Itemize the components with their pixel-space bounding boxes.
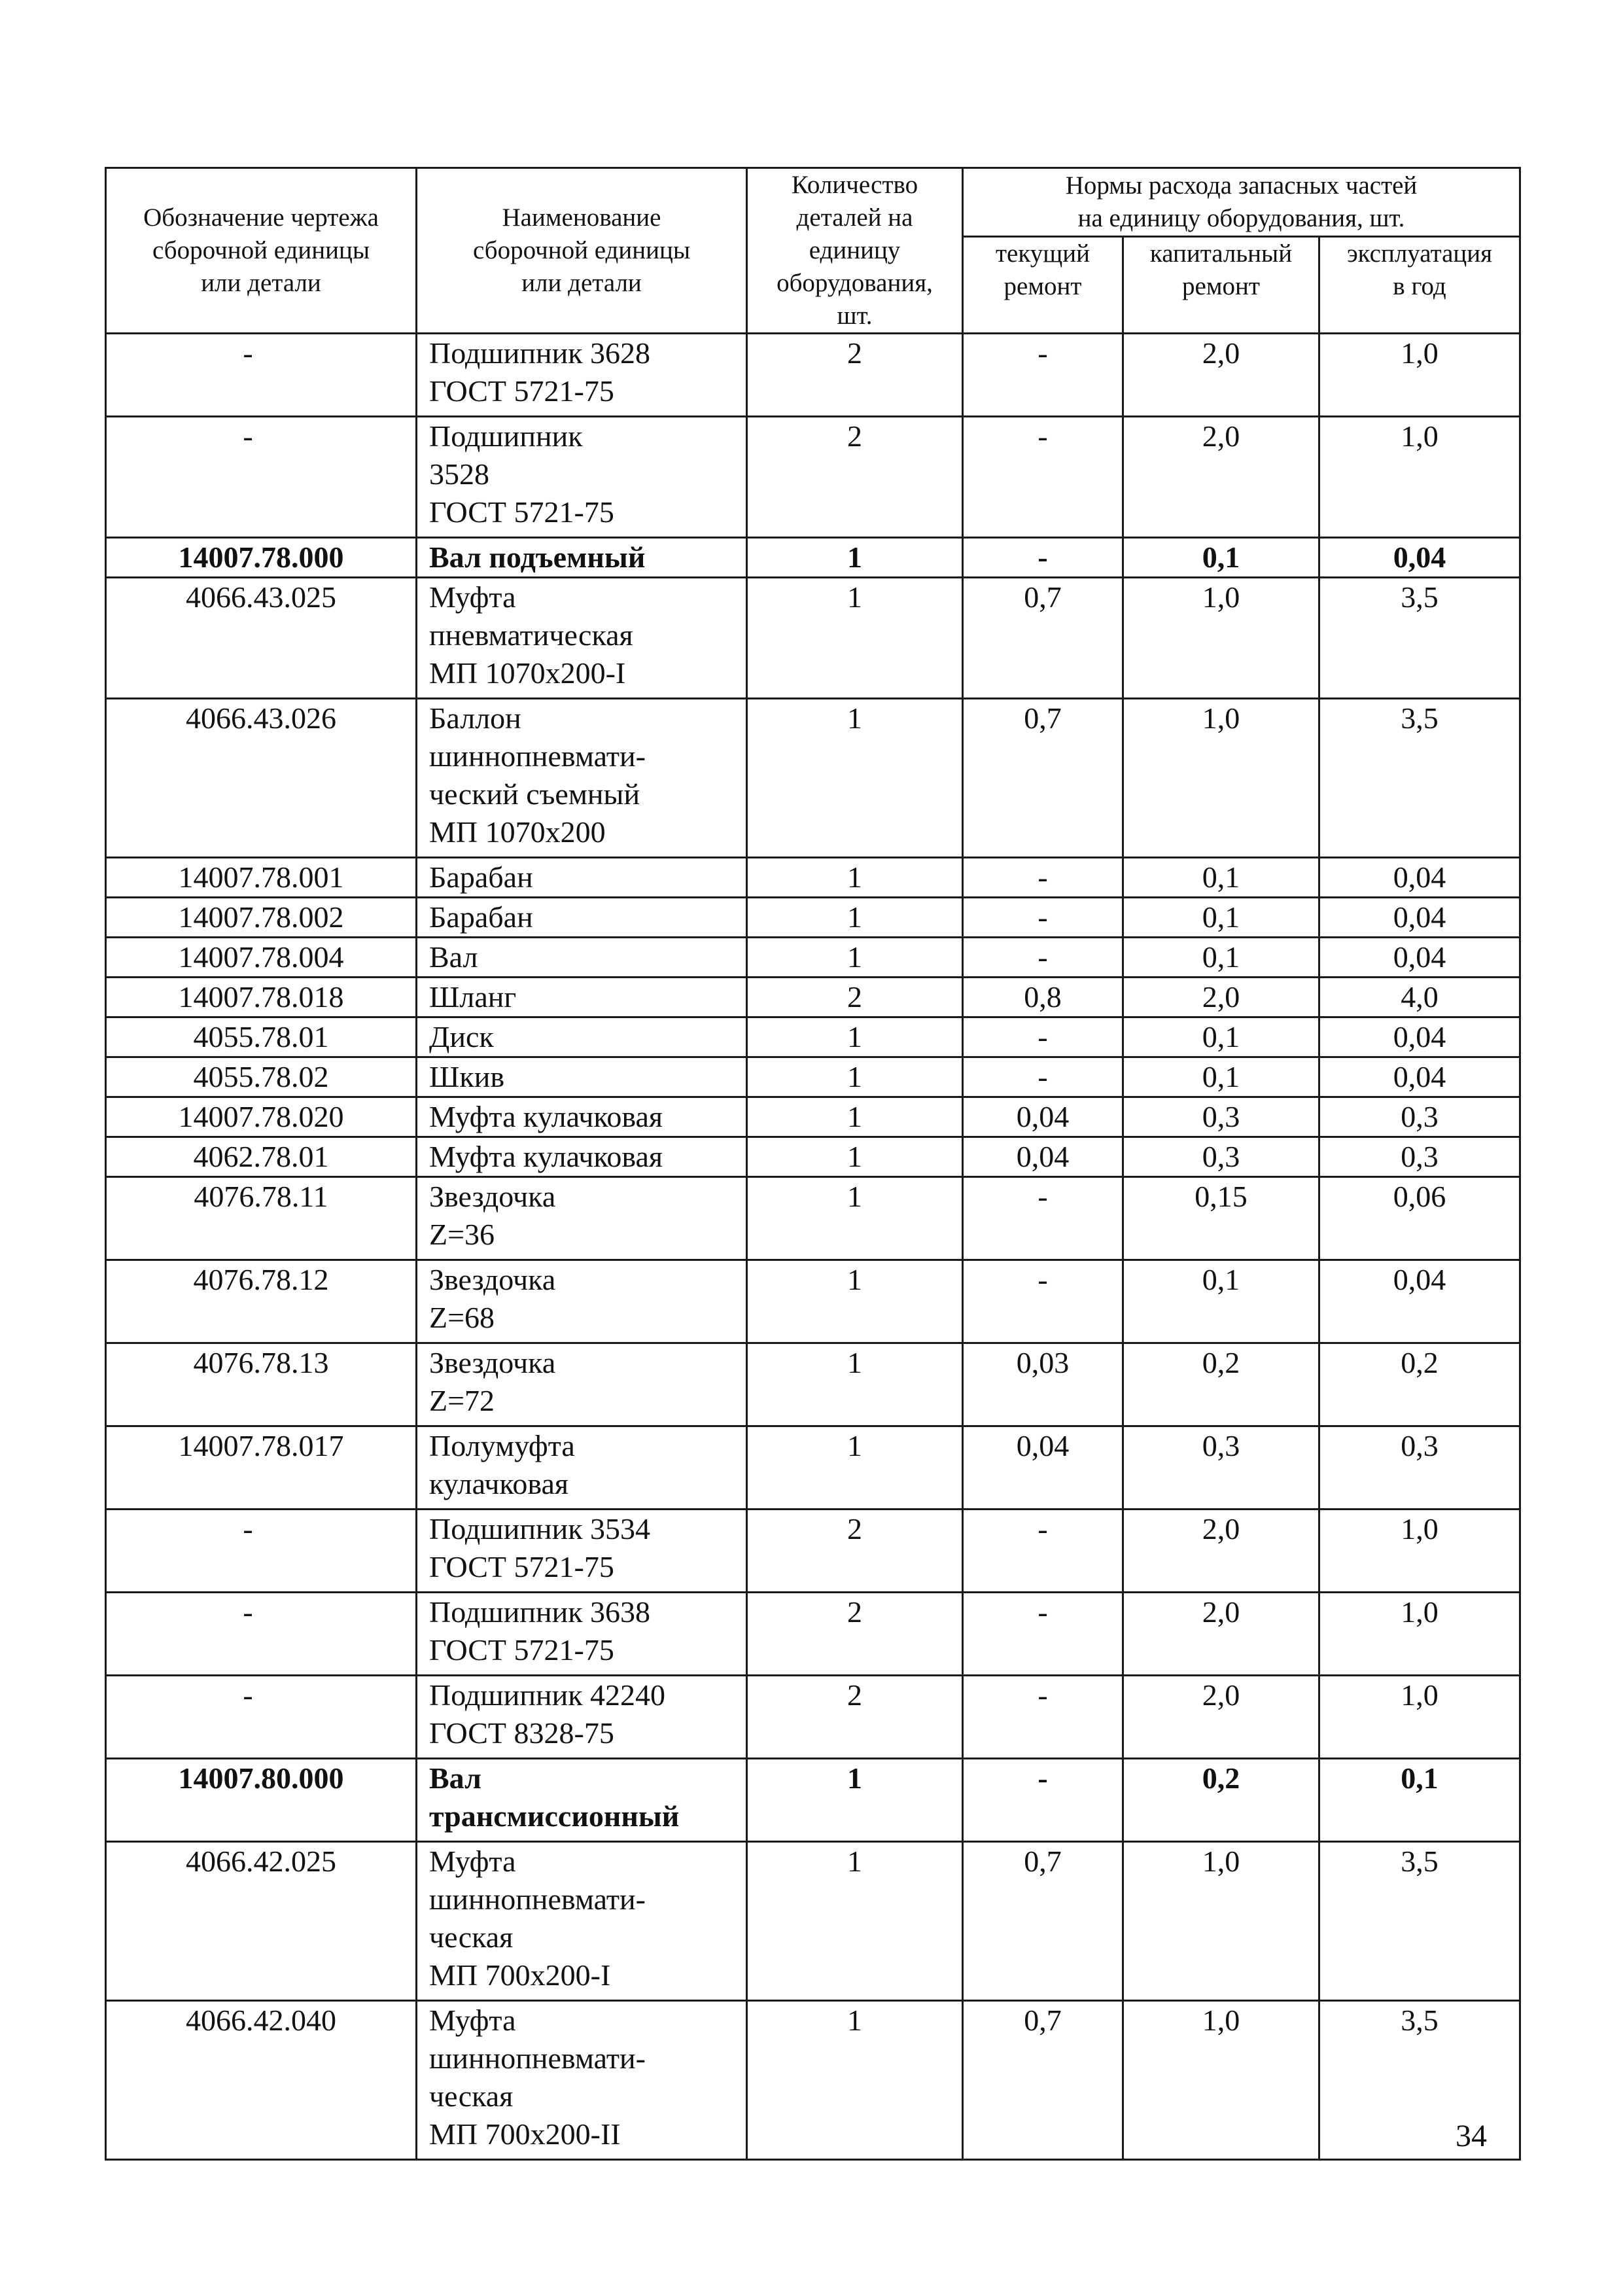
cell-capital-repair: 2,0 bbox=[1123, 1593, 1319, 1676]
spare-parts-table bbox=[105, 167, 1521, 2161]
cell-capital-repair: 0,2 bbox=[1123, 1343, 1319, 1426]
table-row bbox=[106, 1676, 1520, 1759]
cell-operation: 0,04 bbox=[1319, 538, 1520, 578]
cell-current-repair: - bbox=[963, 1510, 1123, 1593]
cell-current-repair: - bbox=[963, 898, 1123, 938]
cell-code: 4066.42.025 bbox=[106, 1842, 417, 2001]
table-row bbox=[106, 699, 1520, 858]
cell-operation: 3,5 bbox=[1319, 2001, 1520, 2160]
cell-name: Муфта кулачковая bbox=[417, 1137, 747, 1177]
cell-name: Подшипник 42240 ГОСТ 8328-75 bbox=[417, 1676, 747, 1759]
cell-operation: 0,3 bbox=[1319, 1137, 1520, 1177]
cell-code: 14007.78.018 bbox=[106, 978, 417, 1017]
cell-capital-repair: 1,0 bbox=[1123, 1842, 1319, 2001]
cell-current-repair: - bbox=[963, 334, 1123, 417]
cell-code: - bbox=[106, 334, 417, 417]
cell-capital-repair: 2,0 bbox=[1123, 334, 1319, 417]
table-row bbox=[106, 938, 1520, 978]
cell-operation: 3,5 bbox=[1319, 1842, 1520, 2001]
table-row bbox=[106, 1510, 1520, 1593]
table-row bbox=[106, 978, 1520, 1017]
cell-current-repair: - bbox=[963, 1057, 1123, 1097]
cell-operation: 1,0 bbox=[1319, 1510, 1520, 1593]
cell-quantity: 1 bbox=[747, 1137, 963, 1177]
cell-operation: 0,2 bbox=[1319, 1343, 1520, 1426]
cell-current-repair: - bbox=[963, 1676, 1123, 1759]
cell-operation: 1,0 bbox=[1319, 417, 1520, 538]
cell-capital-repair: 0,1 bbox=[1123, 898, 1319, 938]
cell-capital-repair: 0,1 bbox=[1123, 938, 1319, 978]
cell-current-repair: 0,7 bbox=[963, 2001, 1123, 2160]
cell-operation: 1,0 bbox=[1319, 334, 1520, 417]
header-operation: эксплуатация в год bbox=[1319, 236, 1520, 333]
cell-capital-repair: 0,3 bbox=[1123, 1137, 1319, 1177]
cell-code: 14007.78.001 bbox=[106, 858, 417, 898]
table-row bbox=[106, 1177, 1520, 1260]
cell-quantity: 1 bbox=[747, 938, 963, 978]
cell-code: 4066.43.025 bbox=[106, 578, 417, 699]
header-quantity: Количество деталей на единицу оборудования, шт. bbox=[747, 168, 963, 334]
cell-current-repair: 0,04 bbox=[963, 1137, 1123, 1177]
cell-name: Барабан bbox=[417, 898, 747, 938]
table-row bbox=[106, 578, 1520, 699]
cell-quantity: 1 bbox=[747, 578, 963, 699]
cell-operation: 0,04 bbox=[1319, 858, 1520, 898]
header-current-repair: текущий ремонт bbox=[963, 236, 1123, 333]
table-row bbox=[106, 898, 1520, 938]
cell-code: 14007.78.017 bbox=[106, 1426, 417, 1510]
cell-capital-repair: 0,1 bbox=[1123, 1260, 1319, 1343]
cell-operation: 3,5 bbox=[1319, 699, 1520, 858]
cell-quantity: 1 bbox=[747, 1343, 963, 1426]
cell-quantity: 1 bbox=[747, 1759, 963, 1842]
cell-quantity: 1 bbox=[747, 1260, 963, 1343]
cell-name: Баллон шиннопневмати- ческий съемный МП 1070х200 bbox=[417, 699, 747, 858]
table-row bbox=[106, 1017, 1520, 1057]
cell-name: Вал подъемный bbox=[417, 538, 747, 578]
table-row bbox=[106, 1842, 1520, 2001]
cell-name: Звездочка Z=68 bbox=[417, 1260, 747, 1343]
cell-current-repair: - bbox=[963, 538, 1123, 578]
cell-name: Звездочка Z=36 bbox=[417, 1177, 747, 1260]
cell-operation: 0,3 bbox=[1319, 1426, 1520, 1510]
table-body bbox=[106, 334, 1520, 2160]
table-row bbox=[106, 1759, 1520, 1842]
cell-current-repair: - bbox=[963, 858, 1123, 898]
table-row bbox=[106, 1137, 1520, 1177]
cell-capital-repair: 2,0 bbox=[1123, 417, 1319, 538]
cell-capital-repair: 0,3 bbox=[1123, 1426, 1319, 1510]
cell-capital-repair: 0,1 bbox=[1123, 858, 1319, 898]
cell-current-repair: - bbox=[963, 1177, 1123, 1260]
cell-capital-repair: 0,2 bbox=[1123, 1759, 1319, 1842]
cell-code: 4076.78.13 bbox=[106, 1343, 417, 1426]
cell-quantity: 1 bbox=[747, 1842, 963, 2001]
cell-capital-repair: 0,3 bbox=[1123, 1097, 1319, 1137]
cell-name: Шкив bbox=[417, 1057, 747, 1097]
cell-capital-repair: 0,1 bbox=[1123, 538, 1319, 578]
cell-code: - bbox=[106, 1593, 417, 1676]
cell-quantity: 1 bbox=[747, 699, 963, 858]
table-row bbox=[106, 1343, 1520, 1426]
cell-current-repair: - bbox=[963, 1260, 1123, 1343]
header-norms: Нормы расхода запасных частей на единицу оборудования, шт. bbox=[963, 168, 1520, 237]
cell-capital-repair: 2,0 bbox=[1123, 1510, 1319, 1593]
cell-code: - bbox=[106, 417, 417, 538]
cell-capital-repair: 1,0 bbox=[1123, 2001, 1319, 2160]
header-code: Обозначение чертежа сборочной единицы или детали bbox=[106, 168, 417, 334]
cell-operation: 1,0 bbox=[1319, 1676, 1520, 1759]
table-row bbox=[106, 858, 1520, 898]
cell-capital-repair: 0,15 bbox=[1123, 1177, 1319, 1260]
cell-name: Подшипник 3534 ГОСТ 5721-75 bbox=[417, 1510, 747, 1593]
cell-code: 14007.78.020 bbox=[106, 1097, 417, 1137]
cell-quantity: 1 bbox=[747, 2001, 963, 2160]
cell-code: - bbox=[106, 1510, 417, 1593]
cell-code: 14007.80.000 bbox=[106, 1759, 417, 1842]
cell-operation: 4,0 bbox=[1319, 978, 1520, 1017]
cell-name: Муфта кулачковая bbox=[417, 1097, 747, 1137]
cell-current-repair: 0,7 bbox=[963, 578, 1123, 699]
table-row bbox=[106, 2001, 1520, 2160]
page-number: 34 bbox=[1456, 2119, 1487, 2153]
cell-quantity: 2 bbox=[747, 1676, 963, 1759]
cell-current-repair: 0,8 bbox=[963, 978, 1123, 1017]
table-row bbox=[106, 417, 1520, 538]
cell-quantity: 1 bbox=[747, 1057, 963, 1097]
cell-operation: 0,3 bbox=[1319, 1097, 1520, 1137]
cell-capital-repair: 2,0 bbox=[1123, 1676, 1319, 1759]
table-row bbox=[106, 1260, 1520, 1343]
cell-code: 4066.43.026 bbox=[106, 699, 417, 858]
cell-name: Подшипник 3528 ГОСТ 5721-75 bbox=[417, 417, 747, 538]
cell-code: 4055.78.01 bbox=[106, 1017, 417, 1057]
cell-name: Подшипник 3628 ГОСТ 5721-75 bbox=[417, 334, 747, 417]
cell-name: Звездочка Z=72 bbox=[417, 1343, 747, 1426]
cell-name: Диск bbox=[417, 1017, 747, 1057]
header-name: Наименование сборочной единицы или детали bbox=[417, 168, 747, 334]
cell-quantity: 1 bbox=[747, 1426, 963, 1510]
cell-current-repair: - bbox=[963, 1017, 1123, 1057]
cell-code: 14007.78.004 bbox=[106, 938, 417, 978]
cell-code: 4062.78.01 bbox=[106, 1137, 417, 1177]
cell-name: Шланг bbox=[417, 978, 747, 1017]
cell-operation: 0,04 bbox=[1319, 1260, 1520, 1343]
cell-current-repair: 0,04 bbox=[963, 1097, 1123, 1137]
table-row bbox=[106, 1426, 1520, 1510]
cell-quantity: 2 bbox=[747, 1593, 963, 1676]
cell-operation: 0,04 bbox=[1319, 938, 1520, 978]
cell-quantity: 1 bbox=[747, 538, 963, 578]
cell-quantity: 1 bbox=[747, 898, 963, 938]
table-row bbox=[106, 538, 1520, 578]
cell-name: Подшипник 3638 ГОСТ 5721-75 bbox=[417, 1593, 747, 1676]
header-capital-repair: капитальный ремонт bbox=[1123, 236, 1319, 333]
cell-capital-repair: 1,0 bbox=[1123, 699, 1319, 858]
cell-name: Муфта пневматическая МП 1070х200-I bbox=[417, 578, 747, 699]
cell-current-repair: - bbox=[963, 1593, 1123, 1676]
cell-operation: 0,06 bbox=[1319, 1177, 1520, 1260]
cell-current-repair: 0,7 bbox=[963, 1842, 1123, 2001]
cell-quantity: 1 bbox=[747, 1177, 963, 1260]
cell-quantity: 2 bbox=[747, 1510, 963, 1593]
cell-current-repair: 0,7 bbox=[963, 699, 1123, 858]
cell-quantity: 2 bbox=[747, 978, 963, 1017]
cell-quantity: 2 bbox=[747, 417, 963, 538]
cell-name: Полумуфта кулачковая bbox=[417, 1426, 747, 1510]
cell-name: Вал bbox=[417, 938, 747, 978]
cell-capital-repair: 0,1 bbox=[1123, 1017, 1319, 1057]
cell-current-repair: - bbox=[963, 938, 1123, 978]
cell-code: 4055.78.02 bbox=[106, 1057, 417, 1097]
cell-current-repair: 0,03 bbox=[963, 1343, 1123, 1426]
cell-capital-repair: 2,0 bbox=[1123, 978, 1319, 1017]
cell-code: 14007.78.000 bbox=[106, 538, 417, 578]
cell-current-repair: - bbox=[963, 417, 1123, 538]
table-row bbox=[106, 1097, 1520, 1137]
cell-quantity: 1 bbox=[747, 1017, 963, 1057]
cell-code: 4076.78.12 bbox=[106, 1260, 417, 1343]
cell-current-repair: 0,04 bbox=[963, 1426, 1123, 1510]
cell-name: Вал трансмиссионный bbox=[417, 1759, 747, 1842]
cell-code: - bbox=[106, 1676, 417, 1759]
cell-code: 14007.78.002 bbox=[106, 898, 417, 938]
cell-name: Барабан bbox=[417, 858, 747, 898]
cell-quantity: 1 bbox=[747, 858, 963, 898]
cell-operation: 3,5 bbox=[1319, 578, 1520, 699]
cell-operation: 0,04 bbox=[1319, 1017, 1520, 1057]
table-row bbox=[106, 1593, 1520, 1676]
cell-operation: 0,04 bbox=[1319, 1057, 1520, 1097]
cell-code: 4066.42.040 bbox=[106, 2001, 417, 2160]
cell-name: Муфта шиннопневмати- ческая МП 700х200-I bbox=[417, 1842, 747, 2001]
cell-quantity: 2 bbox=[747, 334, 963, 417]
cell-name: Муфта шиннопневмати- ческая МП 700х200-II bbox=[417, 2001, 747, 2160]
cell-code: 4076.78.11 bbox=[106, 1177, 417, 1260]
table-row bbox=[106, 1057, 1520, 1097]
cell-current-repair: - bbox=[963, 1759, 1123, 1842]
table-header bbox=[106, 168, 1520, 334]
table-row bbox=[106, 334, 1520, 417]
cell-operation: 1,0 bbox=[1319, 1593, 1520, 1676]
cell-quantity: 1 bbox=[747, 1097, 963, 1137]
cell-capital-repair: 0,1 bbox=[1123, 1057, 1319, 1097]
cell-capital-repair: 1,0 bbox=[1123, 578, 1319, 699]
cell-operation: 0,04 bbox=[1319, 898, 1520, 938]
cell-operation: 0,1 bbox=[1319, 1759, 1520, 1842]
